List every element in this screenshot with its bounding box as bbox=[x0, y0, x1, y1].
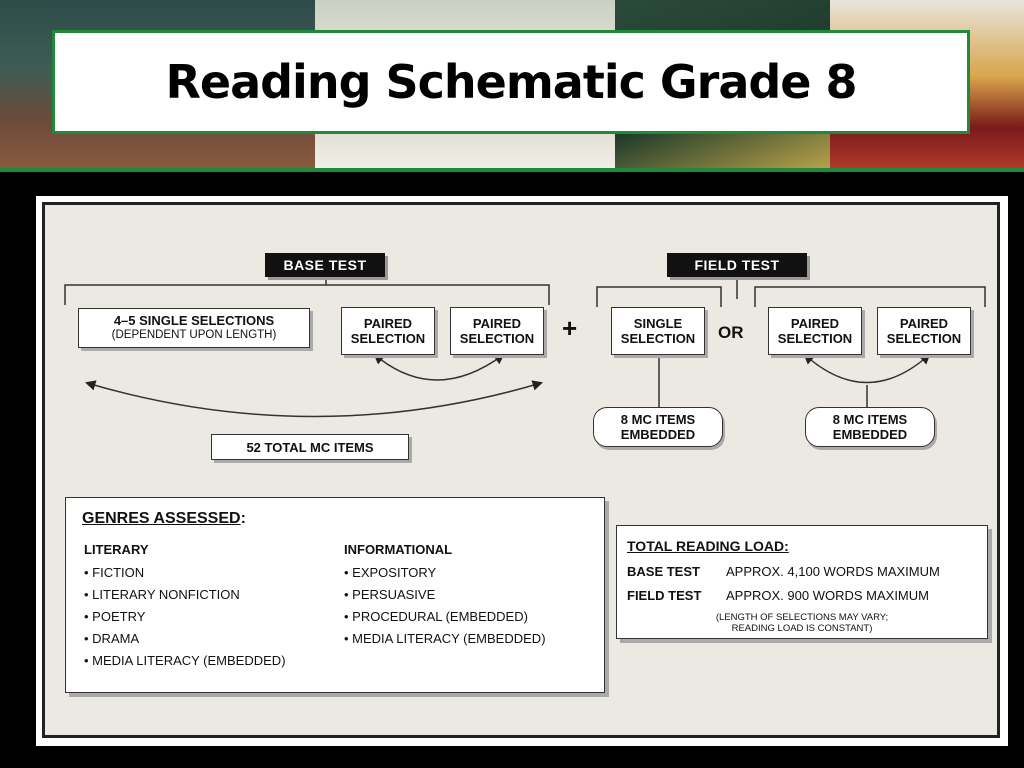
base-paired-1-line1: PAIRED bbox=[363, 316, 413, 331]
field-test-bracket bbox=[597, 287, 721, 307]
embedded-right-line2: EMBEDDED bbox=[832, 427, 908, 442]
slide-title: Reading Schematic Grade 8 bbox=[165, 55, 857, 109]
informational-heading: INFORMATIONAL bbox=[344, 542, 453, 557]
reading-load-note-line1: (LENGTH OF SELECTIONS MAY VARY; bbox=[715, 612, 889, 623]
reading-load-panel bbox=[616, 525, 988, 639]
informational-item: • PROCEDURAL (EMBEDDED) bbox=[344, 609, 546, 624]
genres-heading bbox=[82, 510, 246, 528]
informational-column bbox=[344, 542, 546, 653]
field-test-load-row bbox=[627, 588, 929, 603]
reading-load-note-line2: READING LOAD IS CONSTANT) bbox=[731, 623, 873, 634]
field-paired-box-2 bbox=[877, 307, 971, 355]
field-paired-1-line2: SELECTION bbox=[777, 331, 853, 346]
literary-column bbox=[84, 542, 286, 675]
base-paired-box-2 bbox=[450, 307, 544, 355]
field-paired-box-1 bbox=[768, 307, 862, 355]
informational-item: • MEDIA LITERACY (EMBEDDED) bbox=[344, 631, 546, 646]
base-test-load-label: BASE TEST bbox=[627, 564, 700, 579]
field-test-load-label: FIELD TEST bbox=[627, 588, 702, 603]
total-mc-items-box bbox=[211, 434, 409, 460]
or-word: OR bbox=[718, 323, 744, 342]
field-test-bracket-right bbox=[755, 287, 985, 307]
schematic-frame bbox=[36, 196, 1008, 746]
field-paired-2-line2: SELECTION bbox=[886, 331, 962, 346]
schematic-panel bbox=[42, 202, 1000, 738]
base-paired-1-line2: SELECTION bbox=[350, 331, 426, 346]
literary-heading: LITERARY bbox=[84, 542, 149, 557]
field-paired-2-line1: PAIRED bbox=[899, 316, 949, 331]
embedded-right-line1: 8 MC ITEMS bbox=[832, 412, 908, 427]
genres-panel bbox=[65, 497, 605, 693]
literary-item: • DRAMA bbox=[84, 631, 286, 646]
embedded-items-right bbox=[805, 407, 935, 447]
genres-heading-text: GENRES ASSESSED bbox=[82, 510, 241, 527]
base-paired-arc bbox=[375, 355, 503, 380]
field-test-load-value: APPROX. 900 WORDS MAXIMUM bbox=[726, 588, 929, 603]
single-selections-box bbox=[78, 308, 310, 348]
genres-heading-colon: : bbox=[240, 510, 246, 527]
field-paired-arc bbox=[805, 355, 929, 383]
informational-item: • PERSUASIVE bbox=[344, 587, 546, 602]
title-box bbox=[52, 30, 970, 134]
field-single-line2: SELECTION bbox=[620, 331, 696, 346]
embedded-left-line1: 8 MC ITEMS bbox=[620, 412, 696, 427]
single-selections-line2: (DEPENDENT UPON LENGTH) bbox=[111, 329, 277, 341]
base-test-label: BASE TEST bbox=[265, 253, 385, 277]
total-mc-items: 52 TOTAL MC ITEMS bbox=[246, 439, 374, 455]
informational-item: • EXPOSITORY bbox=[344, 565, 546, 580]
embedded-left-line2: EMBEDDED bbox=[620, 427, 696, 442]
literary-item: • LITERARY NONFICTION bbox=[84, 587, 286, 602]
single-selections-line1: 4–5 SINGLE SELECTIONS bbox=[113, 313, 275, 328]
field-test-label: FIELD TEST bbox=[667, 253, 807, 277]
base-test-load-value: APPROX. 4,100 WORDS MAXIMUM bbox=[726, 564, 940, 579]
field-single-box bbox=[611, 307, 705, 355]
reading-load-heading: TOTAL READING LOAD: bbox=[627, 538, 789, 554]
base-test-load-row bbox=[627, 564, 940, 579]
base-paired-2-line1: PAIRED bbox=[472, 316, 522, 331]
plus-sign: + bbox=[562, 313, 578, 343]
embedded-items-left bbox=[593, 407, 723, 447]
literary-item: • POETRY bbox=[84, 609, 286, 624]
field-paired-1-line1: PAIRED bbox=[790, 316, 840, 331]
banner-divider bbox=[0, 168, 1024, 172]
literary-item: • MEDIA LITERACY (EMBEDDED) bbox=[84, 653, 286, 668]
base-paired-box-1 bbox=[341, 307, 435, 355]
base-paired-2-line2: SELECTION bbox=[459, 331, 535, 346]
literary-item: • FICTION bbox=[84, 565, 286, 580]
base-total-arc bbox=[87, 383, 541, 417]
field-single-line1: SINGLE bbox=[633, 316, 683, 331]
base-test-bracket bbox=[65, 285, 549, 305]
reading-load-note bbox=[617, 612, 987, 634]
